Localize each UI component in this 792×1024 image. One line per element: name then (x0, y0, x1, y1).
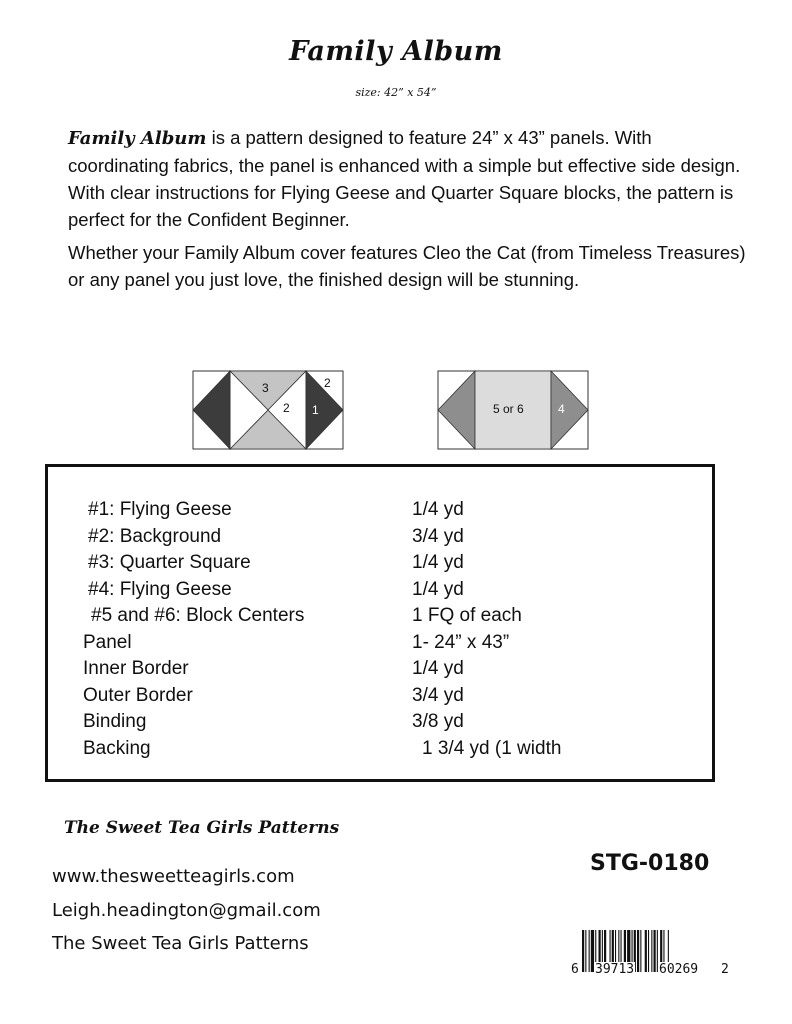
fabric-amount: 3/8 yd (412, 711, 464, 732)
block-diagram-block-center (437, 370, 589, 450)
label-fabric-5-or-6: 5 or 6 (493, 402, 524, 416)
fabric-requirements-box (45, 464, 715, 782)
fabric-row (48, 524, 708, 550)
label-fabric-2-center: 2 (283, 401, 290, 415)
description-text-1: is a pattern designed to feature 24” x 43” panels. With coordinating fabrics, the panel is enhanced with a simple but effective side design. With clear instructions for Flying Geese and Quarter Square blocks, the pattern is perfect for the Confident Beginner. (68, 127, 741, 230)
upc-barcode (570, 930, 730, 988)
fabric-label: Inner Border (83, 658, 189, 679)
pattern-title: Family Album (289, 36, 503, 67)
description-paragraph-2: Whether your Family Album cover features Cleo the Cat (from Timeless Treasures) or any panel you just love, the finished design will be stunning. (68, 242, 746, 290)
block-diagram-quarter-square (192, 370, 344, 450)
fabric-amount: 3/4 yd (412, 525, 464, 547)
fabric-row (48, 550, 708, 576)
fabric-label: Backing (83, 737, 151, 759)
fabric-row (48, 736, 708, 762)
fabric-amount: 1/4 yd (412, 658, 464, 679)
fabric-row (48, 603, 708, 629)
fabric-label: #5 and #6: Block Centers (91, 605, 305, 626)
company-name: The Sweet Tea Girls Patterns (52, 933, 309, 954)
fabric-amount: 1/4 yd (412, 499, 464, 520)
fabric-amount: 1- 24” x 43” (412, 631, 510, 653)
fabric-amount: 1/4 yd (412, 578, 464, 600)
label-fabric-3: 3 (262, 381, 269, 395)
fabric-amount: 1 3/4 yd (1 width (422, 737, 562, 759)
fabric-label: Panel (83, 631, 132, 653)
email-link[interactable]: Leigh.headington@gmail.com (52, 900, 321, 921)
label-fabric-2-corner: 2 (324, 376, 331, 390)
label-fabric-1: 1 (312, 403, 319, 417)
brand-name: The Sweet Tea Girls Patterns (64, 818, 340, 838)
fabric-label: #3: Quarter Square (88, 552, 251, 573)
barcode-digits (570, 962, 730, 980)
fabric-amount: 1/4 yd (412, 552, 464, 573)
fabric-label: #2: Background (88, 525, 222, 547)
fabric-label: Binding (83, 711, 147, 732)
fabric-amount: 3/4 yd (412, 684, 464, 706)
fabric-row (48, 683, 708, 709)
fabric-row (48, 709, 708, 735)
pattern-sku: STG-0180 (590, 851, 710, 876)
fabric-row (48, 497, 708, 523)
fabric-label: #1: Flying Geese (88, 499, 232, 520)
website-link[interactable]: www.thesweetteagirls.com (52, 866, 295, 887)
description-paragraph-1 (68, 124, 748, 233)
barcode-digits-left: 39713 (595, 962, 635, 977)
pattern-name-inline: Family Album (68, 128, 207, 149)
pattern-description (68, 124, 748, 299)
label-fabric-4: 4 (558, 402, 565, 416)
fabric-row (48, 577, 708, 603)
fabric-label: Outer Border (83, 684, 193, 706)
finished-size: size: 42” x 54” (355, 86, 437, 99)
barcode-digit-system: 6 (571, 962, 579, 977)
fabric-label: #4: Flying Geese (88, 578, 232, 600)
barcode-digit-check: 2 (721, 962, 729, 977)
fabric-amount: 1 FQ of each (412, 605, 522, 626)
fabric-row (48, 630, 708, 656)
fabric-row (48, 656, 708, 682)
barcode-digits-right: 60269 (659, 962, 699, 977)
